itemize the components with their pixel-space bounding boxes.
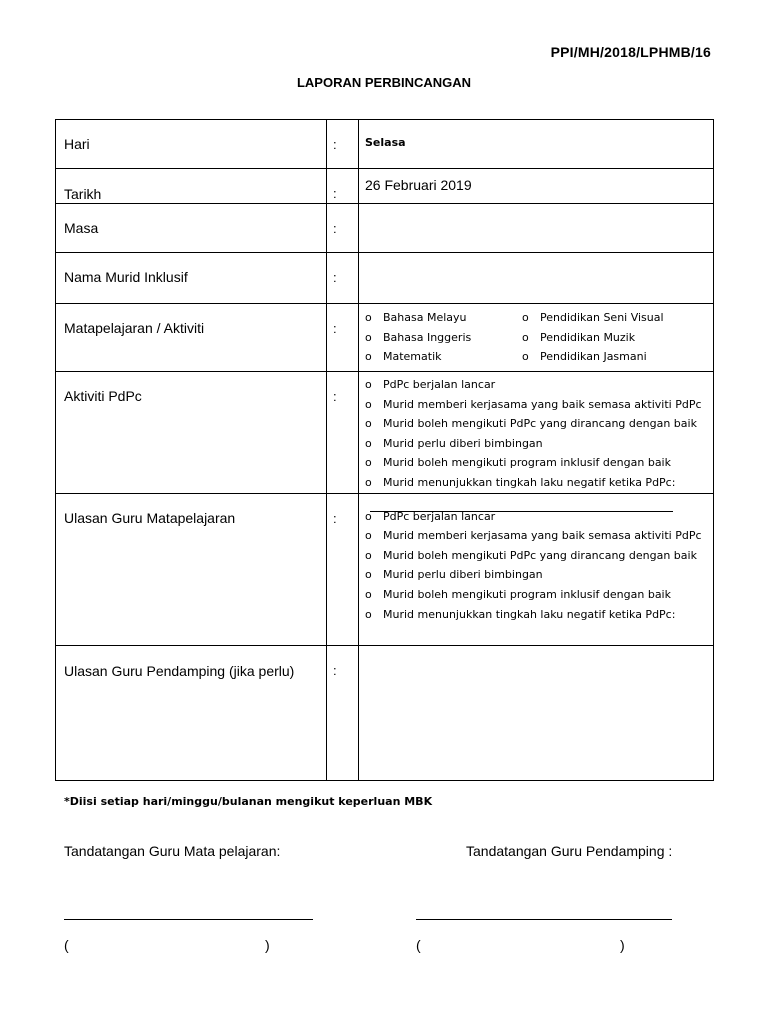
- colon: :: [327, 169, 359, 204]
- discussion-report-form: [55, 119, 714, 781]
- bullet-icon: o: [365, 436, 372, 450]
- value-ulasan-guru-mp: [359, 493, 714, 645]
- row-matapelajaran: [56, 304, 714, 372]
- row-hari: [56, 120, 714, 169]
- option-item[interactable]: o Murid memberi kerjasama yang baik semasa aktiviti PdPc: [365, 395, 713, 415]
- tarikh-value: 26 Februari 2019: [365, 177, 472, 193]
- bullet-icon: o: [522, 350, 529, 363]
- value-ulasan-guru-pendamping[interactable]: [359, 645, 714, 780]
- option-item[interactable]: o PdPc berjalan lancar: [365, 507, 713, 527]
- row-aktiviti-pdpc: [56, 372, 714, 494]
- value-hari[interactable]: [359, 120, 714, 169]
- value-nama-murid[interactable]: [359, 253, 714, 304]
- bullet-icon: o: [522, 311, 529, 324]
- subject-options-left: [365, 308, 522, 367]
- signature-line-subject-teacher[interactable]: [64, 919, 313, 920]
- name-close-paren-left: ): [265, 937, 270, 953]
- colon: :: [327, 304, 359, 372]
- option-item[interactable]: o Pendidikan Jasmani: [522, 347, 679, 367]
- bullet-icon: o: [365, 587, 372, 601]
- label-aktiviti-pdpc: Aktiviti PdPc: [56, 372, 327, 494]
- label-nama-murid: Nama Murid Inklusif: [56, 253, 327, 304]
- bullet-icon: o: [365, 397, 372, 411]
- colon: :: [327, 253, 359, 304]
- label-tarikh: Tarikh: [56, 169, 327, 204]
- colon: :: [327, 645, 359, 780]
- bullet-icon: o: [365, 509, 372, 523]
- value-masa[interactable]: [359, 204, 714, 253]
- option-item[interactable]: o Murid boleh mengikuti PdPc yang dirancang dengan baik: [365, 414, 713, 434]
- bullet-icon: o: [365, 311, 372, 324]
- label-hari: Hari: [56, 120, 327, 169]
- value-tarikh[interactable]: [359, 169, 714, 204]
- label-ulasan-guru-pendamping: Ulasan Guru Pendamping (jika perlu): [56, 645, 327, 780]
- name-open-paren-left: (: [64, 937, 69, 953]
- option-item[interactable]: o Murid menunjukkan tingkah laku negatif ketika PdPc:: [365, 605, 713, 625]
- option-item[interactable]: o Murid boleh mengikuti program inklusif dengan baik: [365, 453, 713, 473]
- bullet-icon: o: [365, 548, 372, 562]
- page-title: LAPORAN PERBINCANGAN: [296, 75, 472, 90]
- option-item[interactable]: o Pendidikan Seni Visual: [522, 308, 679, 328]
- colon: :: [327, 372, 359, 494]
- bullet-icon: o: [365, 417, 372, 431]
- label-ulasan-guru-mp: Ulasan Guru Matapelajaran: [56, 493, 327, 645]
- colon: :: [327, 493, 359, 645]
- value-matapelajaran: [359, 304, 714, 372]
- row-nama-murid: [56, 253, 714, 304]
- bullet-icon: o: [365, 475, 372, 489]
- row-ulasan-guru-mp: [56, 493, 714, 645]
- document-reference: PPI/MH/2018/LPHMB/16: [550, 44, 711, 60]
- fill-in-line: [370, 511, 673, 512]
- label-matapelajaran: Matapelajaran / Aktiviti: [56, 304, 327, 372]
- subject-options-right: [522, 308, 679, 367]
- option-item[interactable]: o Murid boleh mengikuti PdPc yang dirancang dengan baik: [365, 546, 713, 566]
- bullet-icon: o: [365, 529, 372, 543]
- option-item[interactable]: o Pendidikan Muzik: [522, 328, 679, 348]
- option-item[interactable]: o Murid perlu diberi bimbingan: [365, 434, 713, 454]
- hari-value: Selasa: [365, 136, 406, 149]
- signature-label-companion-teacher: Tandatangan Guru Pendamping :: [466, 843, 673, 859]
- signature-line-companion-teacher[interactable]: [416, 919, 672, 920]
- bullet-icon: o: [365, 330, 372, 344]
- bullet-icon: o: [365, 350, 372, 363]
- bullet-icon: o: [365, 607, 372, 621]
- colon: :: [327, 204, 359, 253]
- option-item[interactable]: o Murid boleh mengikuti program inklusif dengan baik: [365, 585, 713, 605]
- option-item[interactable]: o Murid memberi kerjasama yang baik semasa aktiviti PdPc: [365, 526, 713, 546]
- label-masa: Masa: [56, 204, 327, 253]
- name-open-paren-right: (: [416, 937, 421, 953]
- aktiviti-options: [365, 372, 713, 493]
- option-item[interactable]: o Bahasa Inggeris: [365, 328, 522, 348]
- bullet-icon: o: [365, 378, 372, 391]
- name-close-paren-right: ): [620, 937, 625, 953]
- row-ulasan-guru-pendamping: [56, 645, 714, 780]
- signature-label-subject-teacher: Tandatangan Guru Mata pelajaran:: [64, 843, 281, 859]
- option-item[interactable]: o Murid menunjukkan tingkah laku negatif ketika PdPc:: [365, 473, 713, 493]
- option-item[interactable]: o Bahasa Melayu: [365, 308, 522, 328]
- ulasan-options: [365, 494, 713, 625]
- bullet-icon: o: [365, 568, 372, 582]
- row-tarikh: [56, 169, 714, 204]
- footnote: *Diisi setiap hari/minggu/bulanan mengikut keperluan MBK: [64, 795, 433, 808]
- value-aktiviti-pdpc: [359, 372, 714, 494]
- option-item[interactable]: o Matematik: [365, 347, 522, 367]
- option-item[interactable]: o Murid perlu diberi bimbingan: [365, 565, 713, 585]
- bullet-icon: o: [522, 330, 529, 344]
- colon: :: [327, 120, 359, 169]
- bullet-icon: o: [365, 456, 372, 470]
- row-masa: [56, 204, 714, 253]
- option-item[interactable]: o PdPc berjalan lancar: [365, 375, 713, 395]
